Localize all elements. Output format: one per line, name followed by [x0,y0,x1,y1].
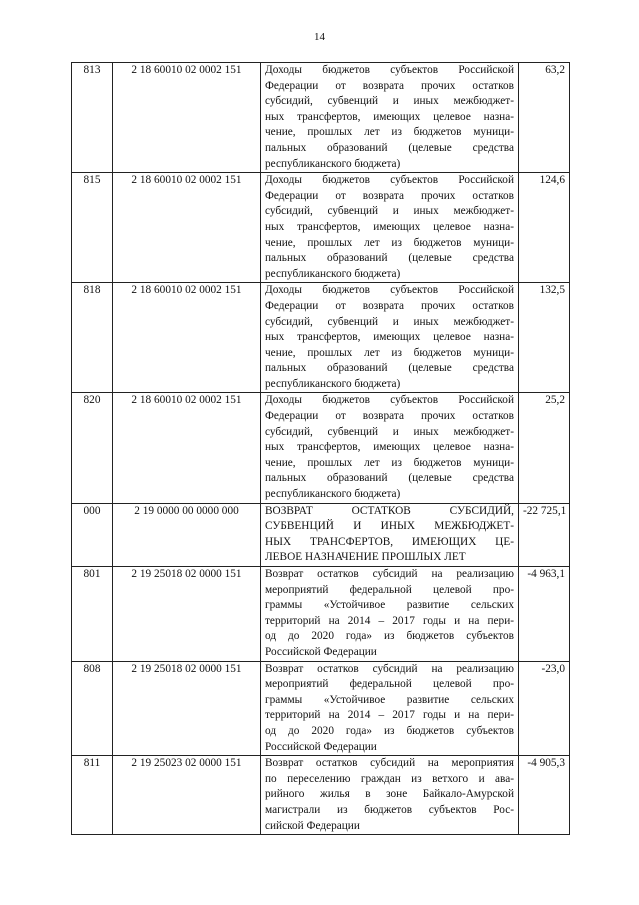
income-name-line: Федерации от возврата прочих остатков [265,79,514,92]
income-name-line: ных трансфертов, имеющих целевое назна- [265,331,514,344]
amount-cell: -4 905,3 [519,756,570,835]
income-name-line: республиканского бюджета) [265,488,401,501]
income-name-line: чение, прошлых лет из бюджетов муници- [265,126,514,139]
budget-classification-code-cell: 2 19 25018 02 0000 151 [113,661,261,756]
income-name-line: территорий на 2014 – 2017 годы и на пери- [265,614,514,627]
income-name-line: мероприятий федеральной целевой про- [265,678,514,691]
amount-cell: 25,2 [519,393,570,503]
income-name-line: сийской Федерации [265,819,360,832]
admin-code-cell: 808 [72,661,113,756]
income-name-line: Федерации от возврата прочих остатков [265,410,514,423]
admin-code-cell: 813 [72,63,113,173]
admin-code-cell: 811 [72,756,113,835]
income-name-line: территорий на 2014 – 2017 годы и на пери- [265,709,514,722]
amount-cell: 63,2 [519,63,570,173]
table-row [72,756,570,835]
amount-cell: 124,6 [519,173,570,283]
income-name-line: пальных образований (целевые средства [265,472,514,485]
admin-code-cell: 801 [72,567,113,662]
income-name-cell [261,756,519,835]
amount-cell: -23,0 [519,661,570,756]
income-name-line: Возврат остатков субсидий на реализацию [265,568,514,580]
income-name-cell [261,63,519,173]
income-name-line: субсидий, субвенций и иных межбюджет- [265,315,514,328]
table-row [72,661,570,756]
budget-classification-code-cell: 2 18 60010 02 0002 151 [113,63,261,173]
income-name-line: од до 2020 года» из бюджетов субъектов [265,630,514,643]
income-name-cell [261,173,519,283]
income-name-line: Доходы бюджетов субъектов Российской [265,284,514,297]
income-name-line: граммы «Устойчивое развитие сельских [265,693,514,706]
income-name-line: рийного жилья в зоне Байкало-Амурской [265,788,514,801]
table-row [72,173,570,283]
income-name-line: республиканского бюджета) [265,267,401,280]
income-name-line: субсидий, субвенций и иных межбюджет- [265,425,514,438]
budget-classification-code-cell: 2 19 25023 02 0000 151 [113,756,261,835]
amount-cell: -22 725,1 [519,503,570,566]
table-row [72,283,570,393]
income-name-line: чение, прошлых лет из бюджетов муници- [265,456,514,469]
income-name-line: республиканского бюджета) [265,377,401,390]
income-name-line: ных трансфертов, имеющих целевое назна- [265,220,514,233]
income-name-line: Федерации от возврата прочих остатков [265,299,514,312]
income-name-line: Доходы бюджетов субъектов Российской [265,174,514,187]
income-name-line: од до 2020 года» из бюджетов субъектов [265,724,514,737]
income-name-line: граммы «Устойчивое развитие сельских [265,599,514,612]
income-name-line: Федерации от возврата прочих остатков [265,189,514,202]
income-name-line: пальных образований (целевые средства [265,252,514,265]
income-name-line: ных трансфертов, имеющих целевое назна- [265,441,514,454]
budget-classification-code-cell: 2 19 25018 02 0000 151 [113,567,261,662]
budget-classification-code-cell: 2 19 0000 00 0000 000 [113,503,261,566]
income-name-cell [261,283,519,393]
admin-code-cell: 818 [72,283,113,393]
admin-code-cell: 815 [72,173,113,283]
income-name-line: Российской Федерации [265,740,377,753]
income-name-line: республиканского бюджета) [265,157,401,170]
income-name-line: субсидий, субвенций и иных межбюджет- [265,95,514,108]
admin-code-cell: 820 [72,393,113,503]
amount-cell: 132,5 [519,283,570,393]
income-name-line: по переселению граждан из ветхого и ава- [265,772,514,785]
table-row [72,393,570,503]
income-name-line: СУБВЕНЦИЙ И ИНЫХ МЕЖБЮДЖЕТ- [265,520,514,533]
table-body [72,63,570,835]
income-name-line: магистрали из бюджетов субъектов Рос- [265,803,514,816]
income-name-line: ных трансфертов, имеющих целевое назна- [265,110,514,123]
amount-cell: -4 963,1 [519,567,570,662]
income-name-line: мероприятий федеральной целевой про- [265,583,514,596]
income-name-cell [261,567,519,662]
table-row [72,63,570,173]
income-name-line: Возврат остатков субсидий на мероприятия [265,757,514,770]
income-name-line: ВОЗВРАТ ОСТАТКОВ СУБСИДИЙ, [265,504,514,517]
table-row [72,567,570,662]
income-name-line: ЛЕВОЕ НАЗНАЧЕНИЕ ПРОШЛЫХ ЛЕТ [265,551,466,564]
income-name-line: чение, прошлых лет из бюджетов муници- [265,236,514,249]
page-number: 14 [314,31,325,43]
income-name-line: пальных образований (целевые средства [265,362,514,375]
income-name-line: пальных образований (целевые средства [265,141,514,154]
income-name-line: Доходы бюджетов субъектов Российской [265,64,514,76]
income-name-line: чение, прошлых лет из бюджетов муници- [265,346,514,359]
income-name-cell [261,503,519,566]
income-name-line: субсидий, субвенций и иных межбюджет- [265,205,514,218]
admin-code-cell: 000 [72,503,113,566]
income-name-line: Возврат остатков субсидий на реализацию [265,662,514,675]
income-name-cell [261,393,519,503]
income-name-line: Российской Федерации [265,645,377,658]
budget-classification-code-cell: 2 18 60010 02 0002 151 [113,283,261,393]
table-row [72,503,570,566]
income-name-line: НЫХ ТРАНСФЕРТОВ, ИМЕЮЩИХ ЦЕ- [265,535,514,548]
income-name-cell [261,661,519,756]
income-name-line: Доходы бюджетов субъектов Российской [265,394,514,407]
budget-table [71,62,570,835]
budget-classification-code-cell: 2 18 60010 02 0002 151 [113,173,261,283]
budget-classification-code-cell: 2 18 60010 02 0002 151 [113,393,261,503]
